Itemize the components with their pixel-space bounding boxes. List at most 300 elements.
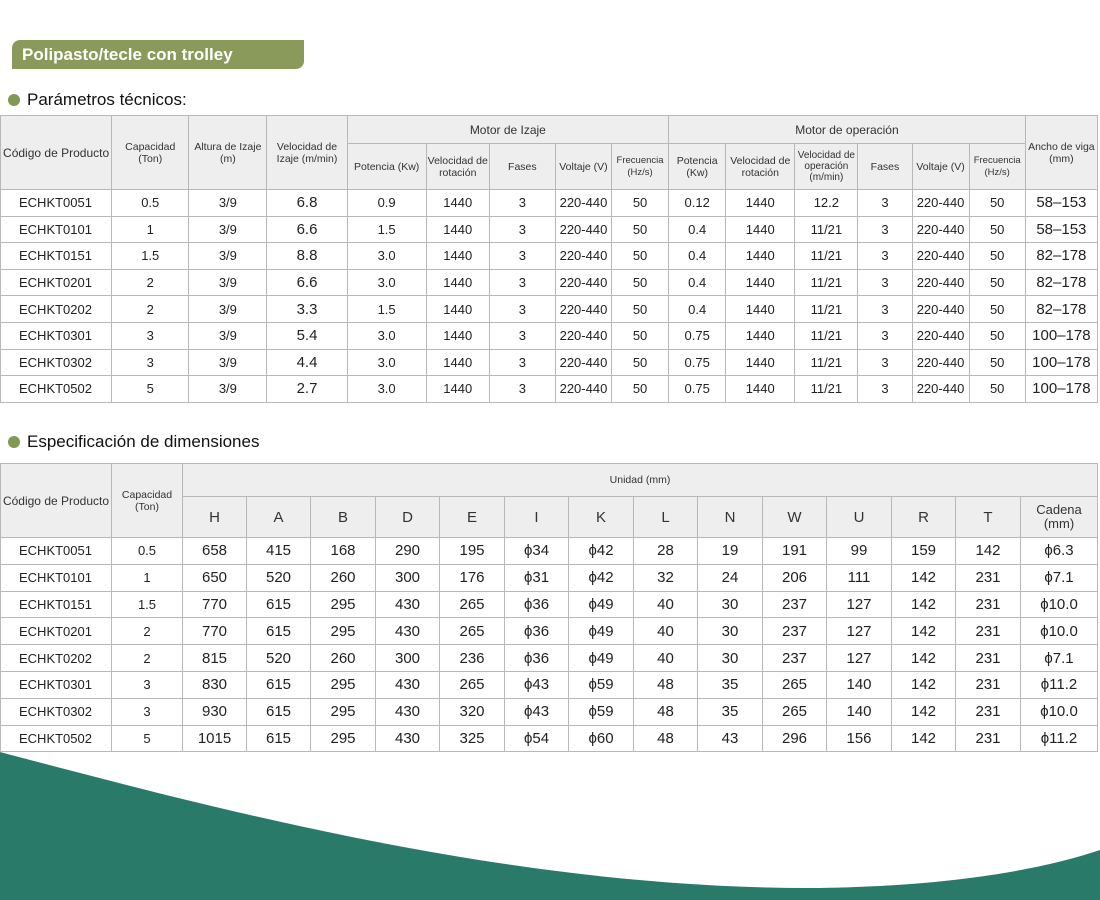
- table-cell: ϕ43: [505, 671, 569, 698]
- table-cell: 3: [858, 322, 912, 349]
- table-cell: 0.5: [112, 538, 183, 565]
- table-cell: 1015: [183, 725, 247, 752]
- header-beam-width: Ancho de viga (mm): [1025, 116, 1097, 190]
- table-cell: 82–178: [1025, 243, 1097, 270]
- table-cell: 615: [247, 591, 311, 618]
- header-chain: Cadena (mm): [1021, 497, 1098, 538]
- table-cell: 3/9: [189, 269, 267, 296]
- table-cell: 11/21: [795, 216, 858, 243]
- table-cell: 11/21: [795, 243, 858, 270]
- table-cell: 3.3: [267, 296, 347, 323]
- table-cell: 1440: [726, 349, 795, 376]
- table-cell: ECHKT0201: [1, 269, 112, 296]
- header-dim-col: E: [440, 497, 505, 538]
- table-cell: 1440: [726, 243, 795, 270]
- table-cell: 35: [698, 698, 763, 725]
- table-cell: ϕ43: [505, 698, 569, 725]
- table-cell: 2: [112, 296, 189, 323]
- header-dim-col: N: [698, 497, 763, 538]
- table-cell: ECHKT0301: [1, 322, 112, 349]
- table-row: [1, 591, 1098, 618]
- table-cell: 1440: [426, 216, 489, 243]
- table-cell: 43: [698, 725, 763, 752]
- header-dim-col: U: [827, 497, 892, 538]
- table-cell: 650: [183, 564, 247, 591]
- table-cell: 6.8: [267, 190, 347, 217]
- table-cell: 3: [489, 322, 555, 349]
- table-cell: 220-440: [912, 190, 969, 217]
- header-dim-col: B: [311, 497, 376, 538]
- table-cell: 430: [376, 698, 440, 725]
- table-cell: 615: [247, 725, 311, 752]
- table-cell: 1440: [426, 269, 489, 296]
- table-cell: 142: [892, 591, 956, 618]
- table-cell: 830: [183, 671, 247, 698]
- table-cell: 658: [183, 538, 247, 565]
- table-row: [1, 671, 1098, 698]
- header-dim-col: L: [634, 497, 698, 538]
- table-cell: 142: [892, 618, 956, 645]
- header-dim-col: K: [569, 497, 634, 538]
- table-row: [1, 564, 1098, 591]
- header-code: Código de Producto: [1, 116, 112, 190]
- header-unit: Unidad (mm): [183, 464, 1098, 497]
- table-cell: 127: [827, 645, 892, 672]
- table-cell: 1440: [426, 296, 489, 323]
- table-cell: 220-440: [555, 322, 611, 349]
- table-cell: 3: [858, 376, 912, 403]
- table-row: [1, 269, 1098, 296]
- table-cell: 3/9: [189, 296, 267, 323]
- table-cell: 48: [634, 725, 698, 752]
- table-cell: 1: [112, 216, 189, 243]
- table-cell: 3: [112, 349, 189, 376]
- table-cell: 48: [634, 698, 698, 725]
- decorative-wave: [0, 740, 1100, 900]
- table-row: [1, 618, 1098, 645]
- table-cell: 220-440: [555, 269, 611, 296]
- header-code: Código de Producto: [1, 464, 112, 538]
- table-cell: 0.4: [669, 269, 726, 296]
- table-cell: 6.6: [267, 269, 347, 296]
- header-dim-col: T: [956, 497, 1021, 538]
- table-cell: 231: [956, 564, 1021, 591]
- table-cell: 1440: [426, 190, 489, 217]
- table-cell: 220-440: [912, 376, 969, 403]
- table-cell: ϕ36: [505, 591, 569, 618]
- section-heading-dimensions-label: Especificación de dimensiones: [27, 432, 260, 451]
- table-cell: 3: [489, 190, 555, 217]
- table-cell: 140: [827, 698, 892, 725]
- table-cell: 1440: [426, 322, 489, 349]
- table-cell: ECHKT0202: [1, 296, 112, 323]
- table-cell: 3/9: [189, 322, 267, 349]
- table-cell: 237: [763, 591, 827, 618]
- header-hoist-phases: Fases: [489, 144, 555, 190]
- table-cell: 3: [489, 269, 555, 296]
- table-cell: 159: [892, 538, 956, 565]
- header-hoist-motor: Motor de Izaje: [347, 116, 669, 144]
- table-cell: 265: [440, 671, 505, 698]
- table-cell: 1440: [426, 349, 489, 376]
- table-cell: 111: [827, 564, 892, 591]
- table-cell: 6.6: [267, 216, 347, 243]
- table-cell: 0.12: [669, 190, 726, 217]
- header-hoist-frequency: Frecuencia (Hz/s): [612, 144, 669, 190]
- table-cell: 3: [858, 190, 912, 217]
- table-row: [1, 538, 1098, 565]
- table-cell: 0.4: [669, 296, 726, 323]
- table-cell: 82–178: [1025, 296, 1097, 323]
- table-cell: ϕ60: [569, 725, 634, 752]
- table-cell: 220-440: [912, 322, 969, 349]
- table-cell: 50: [969, 269, 1025, 296]
- table-cell: 3/9: [189, 349, 267, 376]
- table-cell: 1440: [726, 269, 795, 296]
- table-row: [1, 190, 1098, 217]
- table-cell: 0.75: [669, 349, 726, 376]
- table-cell: 300: [376, 645, 440, 672]
- table-cell: ECHKT0502: [1, 376, 112, 403]
- table-cell: 35: [698, 671, 763, 698]
- table-cell: 296: [763, 725, 827, 752]
- table-cell: 265: [763, 671, 827, 698]
- table-cell: 11/21: [795, 349, 858, 376]
- table-cell: 0.4: [669, 243, 726, 270]
- table-cell: ϕ11.2: [1021, 671, 1098, 698]
- table-cell: ϕ36: [505, 618, 569, 645]
- table-cell: ϕ7.1: [1021, 645, 1098, 672]
- table-cell: 24: [698, 564, 763, 591]
- header-dim-col: H: [183, 497, 247, 538]
- table-cell: ϕ59: [569, 698, 634, 725]
- page-title: Polipasto/tecle con trolley eléctrico: [12, 40, 304, 69]
- table-row: [1, 243, 1098, 270]
- table-row: [1, 349, 1098, 376]
- table-cell: 1: [112, 564, 183, 591]
- table-cell: 5: [112, 376, 189, 403]
- table-cell: 1440: [426, 243, 489, 270]
- header-dim-col: R: [892, 497, 956, 538]
- header-travel-frequency: Frecuencia (Hz/s): [969, 144, 1025, 190]
- table-cell: 0.9: [347, 190, 426, 217]
- table-cell: 220-440: [555, 243, 611, 270]
- table-cell: 58–153: [1025, 216, 1097, 243]
- table-row: [1, 645, 1098, 672]
- table-cell: 295: [311, 671, 376, 698]
- section-heading-dimensions: [8, 432, 259, 452]
- table-cell: ϕ10.0: [1021, 591, 1098, 618]
- table-cell: 220-440: [912, 349, 969, 376]
- table-cell: 11/21: [795, 322, 858, 349]
- table-cell: 325: [440, 725, 505, 752]
- table-cell: 430: [376, 671, 440, 698]
- table-cell: 140: [827, 671, 892, 698]
- header-dim-col: W: [763, 497, 827, 538]
- header-travel-speed: Velocidad de operación (m/min): [795, 144, 858, 190]
- table-cell: ϕ59: [569, 671, 634, 698]
- table-cell: 11/21: [795, 296, 858, 323]
- table-cell: 231: [956, 671, 1021, 698]
- table-cell: 237: [763, 645, 827, 672]
- table-cell: 50: [969, 349, 1025, 376]
- table-cell: 3: [489, 349, 555, 376]
- header-hoist-voltage: Voltaje (V): [555, 144, 611, 190]
- table-cell: 220-440: [555, 296, 611, 323]
- table-cell: ECHKT0302: [1, 698, 112, 725]
- table-cell: 3: [489, 243, 555, 270]
- table-row: [1, 216, 1098, 243]
- dimensions-table: [0, 463, 1098, 752]
- table-cell: 295: [311, 591, 376, 618]
- table-cell: 220-440: [555, 376, 611, 403]
- table-cell: 320: [440, 698, 505, 725]
- table-cell: 19: [698, 538, 763, 565]
- table-cell: 30: [698, 645, 763, 672]
- table-cell: 50: [612, 349, 669, 376]
- table-cell: 430: [376, 591, 440, 618]
- table-cell: 265: [440, 591, 505, 618]
- table-cell: 50: [612, 296, 669, 323]
- table-cell: 206: [763, 564, 827, 591]
- table-cell: 195: [440, 538, 505, 565]
- table-cell: ϕ10.0: [1021, 618, 1098, 645]
- table-cell: 3: [489, 376, 555, 403]
- table-cell: 11/21: [795, 269, 858, 296]
- table-cell: 770: [183, 618, 247, 645]
- table-cell: 5.4: [267, 322, 347, 349]
- table-cell: 48: [634, 671, 698, 698]
- table-cell: 3: [858, 296, 912, 323]
- table-cell: 3: [858, 216, 912, 243]
- table-cell: 231: [956, 725, 1021, 752]
- table-cell: 1440: [726, 190, 795, 217]
- table-cell: 3: [489, 296, 555, 323]
- table-cell: 3: [112, 322, 189, 349]
- table-cell: 231: [956, 618, 1021, 645]
- table-cell: 2: [112, 269, 189, 296]
- table-cell: 1.5: [112, 591, 183, 618]
- table-cell: ϕ7.1: [1021, 564, 1098, 591]
- table-cell: 260: [311, 645, 376, 672]
- table-cell: 12.2: [795, 190, 858, 217]
- table-cell: 220-440: [555, 349, 611, 376]
- table-cell: 1440: [726, 216, 795, 243]
- table-cell: 50: [612, 322, 669, 349]
- table-cell: 30: [698, 591, 763, 618]
- table-cell: 0.75: [669, 376, 726, 403]
- table-cell: 236: [440, 645, 505, 672]
- table-cell: 295: [311, 618, 376, 645]
- table-cell: 50: [969, 376, 1025, 403]
- table-cell: 231: [956, 591, 1021, 618]
- table-cell: 295: [311, 698, 376, 725]
- table-cell: 5: [112, 725, 183, 752]
- table-cell: 1440: [726, 296, 795, 323]
- table-cell: ϕ10.0: [1021, 698, 1098, 725]
- table-cell: 142: [892, 564, 956, 591]
- table-cell: 100–178: [1025, 349, 1097, 376]
- table-cell: 3: [112, 698, 183, 725]
- table-cell: 11/21: [795, 376, 858, 403]
- table-cell: ECHKT0502: [1, 725, 112, 752]
- table-cell: 3/9: [189, 376, 267, 403]
- table-cell: 1440: [726, 376, 795, 403]
- table-cell: 2: [112, 645, 183, 672]
- table-cell: 127: [827, 591, 892, 618]
- table-cell: ECHKT0302: [1, 349, 112, 376]
- table-cell: 0.4: [669, 216, 726, 243]
- table-cell: 430: [376, 618, 440, 645]
- table-cell: 100–178: [1025, 376, 1097, 403]
- table-cell: 1.5: [112, 243, 189, 270]
- table-cell: 142: [956, 538, 1021, 565]
- table-cell: 40: [634, 618, 698, 645]
- bullet-dot-icon: [8, 436, 20, 448]
- table-cell: 30: [698, 618, 763, 645]
- table-cell: ECHKT0101: [1, 564, 112, 591]
- header-hoist-power: Potencia (Kw): [347, 144, 426, 190]
- table-row: [1, 698, 1098, 725]
- table-cell: 3.0: [347, 376, 426, 403]
- table-cell: 40: [634, 645, 698, 672]
- table-cell: 3.0: [347, 269, 426, 296]
- table-cell: ECHKT0151: [1, 243, 112, 270]
- table-cell: 520: [247, 645, 311, 672]
- table-cell: 930: [183, 698, 247, 725]
- table-cell: 415: [247, 538, 311, 565]
- table-cell: 220-440: [912, 296, 969, 323]
- table-cell: 4.4: [267, 349, 347, 376]
- technical-parameters-table: [0, 115, 1098, 403]
- table-cell: ϕ54: [505, 725, 569, 752]
- table-row: [1, 296, 1098, 323]
- table-cell: 50: [969, 216, 1025, 243]
- table-cell: 82–178: [1025, 269, 1097, 296]
- header-travel-phases: Fases: [858, 144, 912, 190]
- table-cell: 220-440: [555, 190, 611, 217]
- header-dim-col: A: [247, 497, 311, 538]
- table-cell: 50: [612, 216, 669, 243]
- table-cell: 50: [612, 269, 669, 296]
- table-cell: 142: [892, 725, 956, 752]
- table-cell: 265: [763, 698, 827, 725]
- table-cell: 99: [827, 538, 892, 565]
- table-cell: 3: [112, 671, 183, 698]
- table-cell: 8.8: [267, 243, 347, 270]
- table-cell: ϕ11.2: [1021, 725, 1098, 752]
- table-cell: 1440: [726, 322, 795, 349]
- table-cell: ECHKT0101: [1, 216, 112, 243]
- table-row: [1, 322, 1098, 349]
- table-cell: ϕ31: [505, 564, 569, 591]
- table-cell: 3: [858, 269, 912, 296]
- table-cell: 3/9: [189, 243, 267, 270]
- table-cell: 615: [247, 671, 311, 698]
- table-cell: ϕ36: [505, 645, 569, 672]
- bullet-dot-icon: [8, 94, 20, 106]
- table-cell: 156: [827, 725, 892, 752]
- table-row: [1, 376, 1098, 403]
- table-cell: 3: [858, 243, 912, 270]
- table-cell: ECHKT0051: [1, 190, 112, 217]
- table-cell: 50: [612, 243, 669, 270]
- table-cell: ϕ49: [569, 591, 634, 618]
- table-cell: 3.0: [347, 349, 426, 376]
- table-cell: 142: [892, 671, 956, 698]
- table-cell: 1.5: [347, 296, 426, 323]
- table-cell: 40: [634, 591, 698, 618]
- table-cell: 615: [247, 698, 311, 725]
- table-cell: 142: [892, 645, 956, 672]
- table-cell: 3.0: [347, 322, 426, 349]
- table-cell: 28: [634, 538, 698, 565]
- table-cell: 0.75: [669, 322, 726, 349]
- table-cell: 142: [892, 698, 956, 725]
- table-cell: ECHKT0201: [1, 618, 112, 645]
- header-dim-col: D: [376, 497, 440, 538]
- table-cell: 50: [612, 190, 669, 217]
- table-cell: 295: [311, 725, 376, 752]
- table-cell: 237: [763, 618, 827, 645]
- table-cell: 127: [827, 618, 892, 645]
- table-cell: 3: [489, 216, 555, 243]
- table-cell: 191: [763, 538, 827, 565]
- table-cell: 770: [183, 591, 247, 618]
- table-cell: ϕ6.3: [1021, 538, 1098, 565]
- table-cell: 231: [956, 645, 1021, 672]
- header-travel-motor: Motor de operación: [669, 116, 1026, 144]
- table-cell: 3/9: [189, 216, 267, 243]
- header-travel-power: Potencia (Kw): [669, 144, 726, 190]
- table-cell: ϕ34: [505, 538, 569, 565]
- table-cell: 1440: [426, 376, 489, 403]
- table-cell: 290: [376, 538, 440, 565]
- table-cell: ECHKT0202: [1, 645, 112, 672]
- table-cell: 3.0: [347, 243, 426, 270]
- table-cell: 50: [612, 376, 669, 403]
- table-cell: 50: [969, 296, 1025, 323]
- table-cell: 50: [969, 243, 1025, 270]
- table-cell: 260: [311, 564, 376, 591]
- table-cell: 3/9: [189, 190, 267, 217]
- table-cell: 231: [956, 698, 1021, 725]
- table-cell: 300: [376, 564, 440, 591]
- table-cell: 58–153: [1025, 190, 1097, 217]
- header-hoist-rotation: Velocidad de rotación: [426, 144, 489, 190]
- header-travel-rotation: Velocidad de rotación: [726, 144, 795, 190]
- table-cell: 220-440: [912, 269, 969, 296]
- table-cell: 265: [440, 618, 505, 645]
- header-dim-col: I: [505, 497, 569, 538]
- table-cell: 50: [969, 190, 1025, 217]
- table-cell: 50: [969, 322, 1025, 349]
- table-cell: 1.5: [347, 216, 426, 243]
- table-cell: ϕ42: [569, 538, 634, 565]
- table-cell: ϕ49: [569, 618, 634, 645]
- table-cell: 220-440: [912, 216, 969, 243]
- table-cell: ECHKT0151: [1, 591, 112, 618]
- section-heading-technical: [8, 90, 187, 110]
- table-cell: ECHKT0301: [1, 671, 112, 698]
- header-travel-voltage: Voltaje (V): [912, 144, 969, 190]
- table-cell: 2.7: [267, 376, 347, 403]
- table-cell: 815: [183, 645, 247, 672]
- header-lift-height: Altura de Izaje (m): [189, 116, 267, 190]
- table-cell: 3: [858, 349, 912, 376]
- table-cell: 0.5: [112, 190, 189, 217]
- table-cell: 220-440: [912, 243, 969, 270]
